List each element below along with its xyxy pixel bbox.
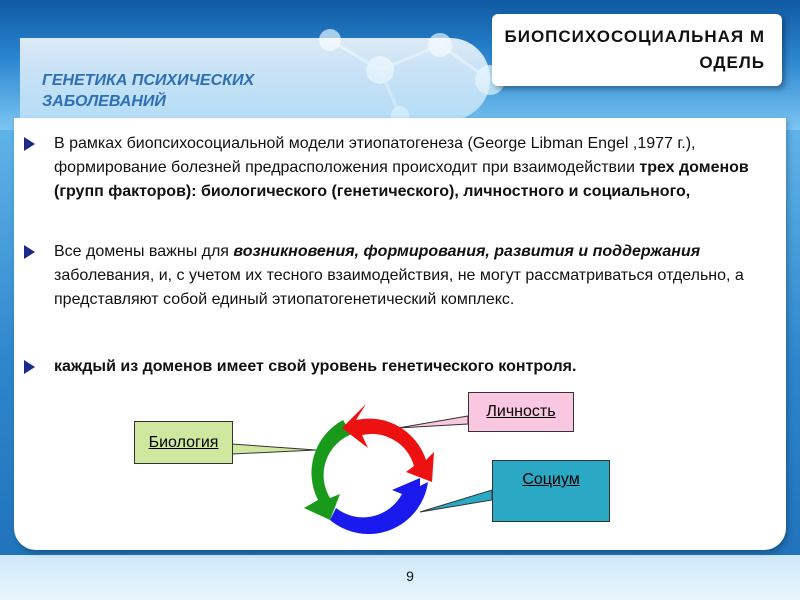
- bullet-item: [24, 132, 764, 204]
- bullet-arrow-icon: [24, 137, 35, 151]
- slide-title: ГЕНЕТИКА ПСИХИЧЕСКИХ ЗАБОЛЕВАНИЙ: [42, 72, 255, 110]
- society-label-box: [492, 460, 610, 522]
- personality-label-box: [468, 392, 574, 432]
- bullet-text: [24, 240, 764, 312]
- bullet-text-part: Все домены важны для: [54, 243, 234, 260]
- bullet-text: [24, 132, 764, 204]
- bullet-text: каждый из доменов имеет свой уровень генетического контроля.: [54, 358, 577, 375]
- society-label: Социум: [522, 471, 580, 488]
- personality-label: Личность: [486, 403, 556, 420]
- bullet-text-emphasis: возникновения, формирования, развития и поддержания: [233, 243, 701, 260]
- bullet-item: [24, 355, 764, 379]
- page-number: 9: [406, 568, 414, 584]
- biology-label: Биология: [148, 433, 219, 451]
- bullet-text-part: заболевания, и, с учетом их тесного взаимодействия, не могут рассматриваться отдельно, а представляют собой единый этиопатогенетический комплекс.: [54, 267, 744, 308]
- bullet-arrow-icon: [24, 360, 35, 374]
- bullet-text-bold: трех доменов (групп факторов): биологического (генетического), личностного и социального,: [54, 159, 749, 200]
- bullet-text-part: В рамках биопсихосоциальной модели этиопатогенеза (George Libman Engel ,1977 г.), формирование болезней предрасположения происходит при взаимодействии: [54, 135, 696, 176]
- bullet-item: [24, 240, 764, 312]
- biology-label-box: [134, 421, 233, 464]
- section-title: БИОПСИХОСОЦИАЛЬНАЯ МОДЕЛЬ: [504, 27, 765, 72]
- bullet-arrow-icon: [24, 245, 35, 259]
